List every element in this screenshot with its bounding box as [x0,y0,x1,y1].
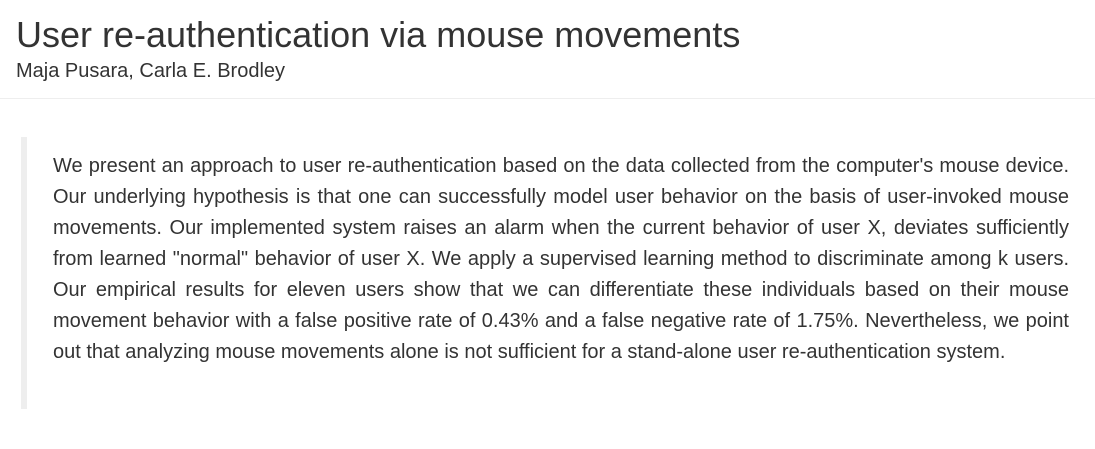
paper-authors: Maja Pusara, Carla E. Brodley [16,60,286,82]
paper-title: User re-authentication via mouse movements [16,14,741,55]
paper-header [0,0,1095,99]
abstract-text: We present an approach to user re-authentication based on the data collected from the computer's mouse device. Our underlying hypothesis is that one can successfully model user behavior on the basis of user-invoked mouse movements. Our implemented system raises an alarm when the current behavior of user X, deviates sufficiently from learned "normal" behavior of user X. We apply a supervised learning method to discriminate among k users. Our empirical results for eleven users show that we can differentiate these individuals based on their mouse movement behavior with a false positive rate of 0.43% and a false negative rate of 1.75%. Nevertheless, we point out that analyzing mouse movements alone is not sufficient for a stand-alone user re-authentication system. [53,155,1069,363]
abstract-blockquote [21,137,1069,409]
